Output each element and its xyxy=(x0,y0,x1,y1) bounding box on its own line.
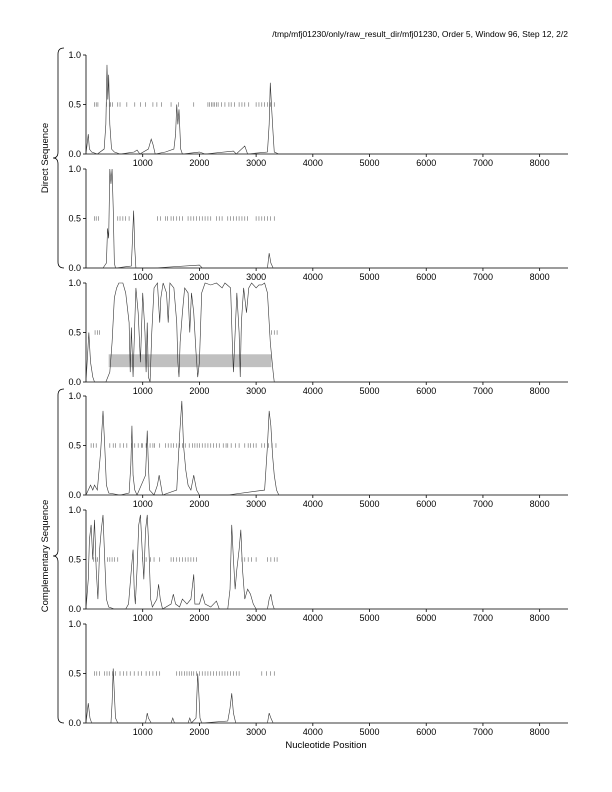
y-tick-label: 0.5 xyxy=(68,668,81,679)
x-tick-label: 3000 xyxy=(246,158,267,168)
series-line xyxy=(86,401,568,495)
x-tick-label: 8000 xyxy=(529,158,550,168)
x-tick-label: 5000 xyxy=(359,613,380,623)
x-tick-label: 3000 xyxy=(246,613,267,623)
complementary-label: Complementary Sequence xyxy=(40,499,51,613)
series-line xyxy=(86,169,568,268)
x-tick-label: 5000 xyxy=(359,727,380,737)
x-tick-label: 4000 xyxy=(302,158,323,168)
y-tick-label: 0.0 xyxy=(68,604,81,614)
y-tick-label: 0.0 xyxy=(68,377,81,387)
shaded-band xyxy=(109,354,272,367)
direct-bracket xyxy=(53,48,64,268)
x-tick-label: 6000 xyxy=(416,613,437,623)
direct-label: Direct Sequence xyxy=(40,122,51,194)
x-tick-label: 4000 xyxy=(302,272,323,282)
y-tick-label: 1.0 xyxy=(68,164,81,174)
x-tick-label: 1000 xyxy=(132,727,153,737)
panel-5 xyxy=(68,505,568,623)
x-tick-label: 2000 xyxy=(189,386,210,396)
panel-2 xyxy=(68,164,568,282)
y-tick-label: 0.5 xyxy=(68,440,81,451)
y-tick-label: 0.0 xyxy=(68,263,81,273)
panel-3 xyxy=(68,278,568,396)
y-tick-label: 1.0 xyxy=(68,619,81,629)
series-line xyxy=(86,669,568,723)
y-tick-label: 1.0 xyxy=(68,278,81,288)
x-tick-label: 2000 xyxy=(189,158,210,168)
x-tick-label: 1000 xyxy=(132,613,153,623)
x-tick-label: 4000 xyxy=(302,386,323,396)
x-tick-label: 3000 xyxy=(246,386,267,396)
y-tick-label: 0.5 xyxy=(68,327,81,338)
y-tick-label: 1.0 xyxy=(68,391,81,401)
x-tick-label: 6000 xyxy=(416,499,437,509)
x-tick-label: 6000 xyxy=(416,158,437,168)
panel-4 xyxy=(68,391,568,509)
x-tick-label: 7000 xyxy=(472,386,493,396)
x-tick-label: 8000 xyxy=(529,272,550,282)
x-tick-label: 2000 xyxy=(189,613,210,623)
panel-1 xyxy=(68,50,568,168)
series-line xyxy=(86,65,568,154)
x-axis-label: Nucleotide Position xyxy=(285,740,367,751)
x-tick-label: 2000 xyxy=(189,272,210,282)
x-tick-label: 1000 xyxy=(132,386,153,396)
x-tick-label: 2000 xyxy=(189,727,210,737)
y-tick-label: 0.0 xyxy=(68,149,81,159)
x-tick-label: 3000 xyxy=(246,499,267,509)
y-tick-label: 1.0 xyxy=(68,505,81,515)
y-tick-label: 0.0 xyxy=(68,718,81,728)
x-tick-label: 7000 xyxy=(472,499,493,509)
x-tick-label: 5000 xyxy=(359,158,380,168)
x-tick-label: 6000 xyxy=(416,386,437,396)
panels xyxy=(68,50,568,737)
x-tick-label: 3000 xyxy=(246,272,267,282)
x-tick-label: 8000 xyxy=(529,727,550,737)
y-tick-label: 0.0 xyxy=(68,490,81,500)
group-brackets xyxy=(40,48,64,723)
x-tick-label: 8000 xyxy=(529,386,550,396)
x-tick-label: 7000 xyxy=(472,727,493,737)
y-tick-label: 0.5 xyxy=(68,213,81,224)
x-tick-label: 8000 xyxy=(529,613,550,623)
x-tick-label: 1000 xyxy=(132,499,153,509)
x-tick-label: 1000 xyxy=(132,272,153,282)
x-tick-label: 1000 xyxy=(132,158,153,168)
y-tick-label: 0.5 xyxy=(68,554,81,565)
x-tick-label: 3000 xyxy=(246,727,267,737)
header-title: /tmp/mfj01230/only/raw_result_dir/mfj01230, Order 5, Window 96, Step 12, 2/2 xyxy=(272,29,568,39)
x-tick-label: 5000 xyxy=(359,499,380,509)
x-tick-label: 7000 xyxy=(472,613,493,623)
x-tick-label: 5000 xyxy=(359,386,380,396)
x-tick-label: 4000 xyxy=(302,727,323,737)
x-tick-label: 4000 xyxy=(302,613,323,623)
x-tick-label: 6000 xyxy=(416,727,437,737)
x-tick-label: 8000 xyxy=(529,499,550,509)
y-tick-label: 0.5 xyxy=(68,99,81,110)
series-line xyxy=(86,515,568,609)
x-tick-label: 2000 xyxy=(189,499,210,509)
complementary-bracket xyxy=(53,389,64,723)
x-tick-label: 4000 xyxy=(302,499,323,509)
x-tick-label: 6000 xyxy=(416,272,437,282)
x-tick-label: 7000 xyxy=(472,272,493,282)
panel-6 xyxy=(68,619,568,737)
x-tick-label: 7000 xyxy=(472,158,493,168)
y-tick-label: 1.0 xyxy=(68,50,81,60)
x-tick-label: 5000 xyxy=(359,272,380,282)
